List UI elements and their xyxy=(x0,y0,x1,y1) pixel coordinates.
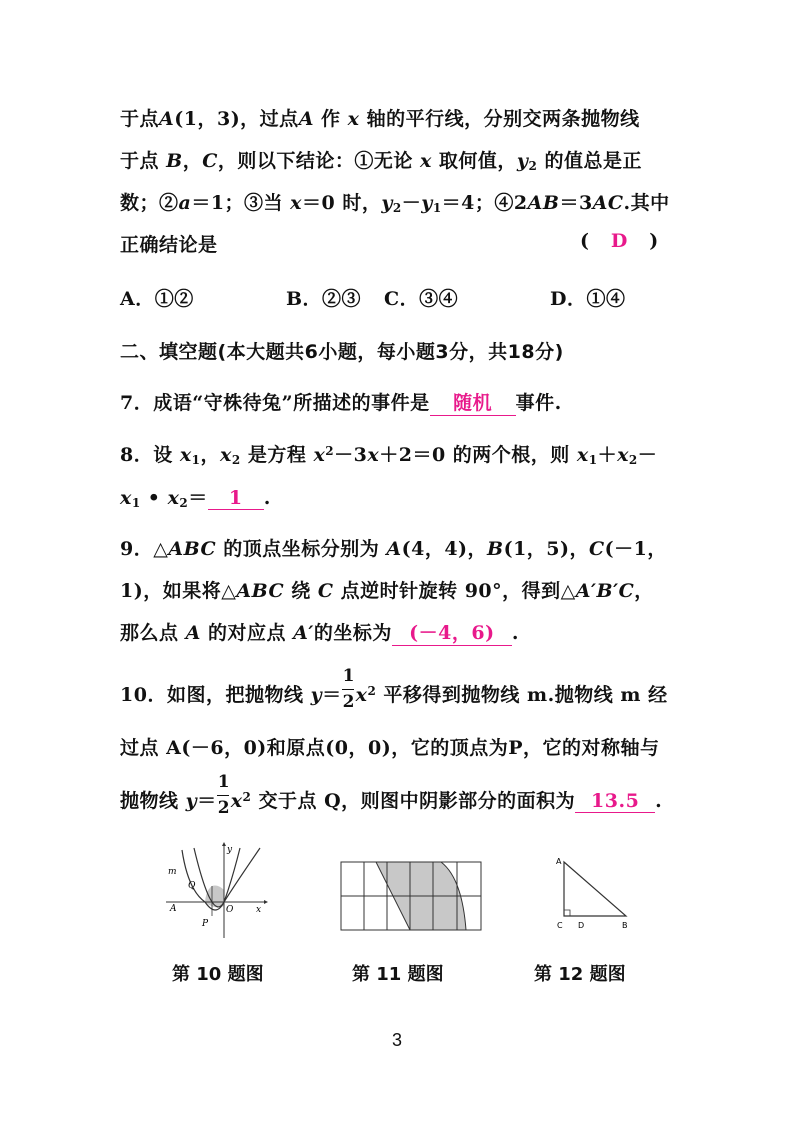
label-y: y xyxy=(227,845,233,855)
q7-tail: 事件. xyxy=(515,392,562,414)
frac-numerator: 1 xyxy=(217,772,231,792)
q8-line-1: 8．设 $x_1$，$x_2$ 是方程 $x^2-3x+2=0$ 的两个根，则 $x_1+x_2-$ xyxy=(120,444,658,467)
figure-12-triangle xyxy=(548,852,632,936)
page-number: 3 xyxy=(391,1030,402,1050)
q10-tail: . xyxy=(655,790,663,812)
q6-answer: D xyxy=(610,230,628,252)
q6-answer-paren xyxy=(580,230,659,252)
frac-denominator: 2 xyxy=(342,692,355,712)
q6-line-4 xyxy=(120,230,659,257)
q9-line-1: 9．△ABC 的顶点坐标分别为 A(4，4)，B(1，5)，C(－1， xyxy=(120,538,667,560)
option-c: C．③④ xyxy=(384,288,459,310)
label-O: O xyxy=(226,905,234,915)
q9-line-2: 1)，如果将△ABC 绕 C 点逆时针旋转 90°，得到△A′B′C， xyxy=(120,580,654,602)
q10-answer: 13.5 xyxy=(575,790,655,813)
q10-line-2: 过点 A(－6，0)和原点(0，0)，它的顶点为P，它的对称轴与 xyxy=(120,737,660,759)
label-B: B xyxy=(622,921,628,930)
label-D: D xyxy=(578,921,585,930)
q10-line-1: 10．如图，把抛物线 y＝ $\frac{1}{2}$ $x^2$ 平移得到抛物线 m.抛物线 m 经 xyxy=(120,666,668,712)
label-A: A xyxy=(556,857,562,866)
label-m: m xyxy=(168,867,177,877)
label-C: C xyxy=(557,921,563,930)
caption-figure-12: 第 12 题图 xyxy=(534,964,626,985)
figure-11-grid xyxy=(340,858,482,932)
q6-line-2: 于点 B，C，则以下结论：①无论 x 取何值，$y_2$ 的值总是正 xyxy=(120,150,642,173)
right-angle-mark xyxy=(564,910,570,916)
fraction-half-2 xyxy=(217,772,231,818)
frac-denominator: 2 xyxy=(217,798,231,818)
caption-figure-10: 第 10 题图 xyxy=(172,964,264,985)
caption-figure-11: 第 11 题图 xyxy=(352,964,444,985)
q6-line-1: 于点A(1，3)，过点A 作 x 轴的平行线，分别交两条抛物线 xyxy=(120,108,640,130)
q9-answer: (－4，6) xyxy=(392,618,512,646)
label-P: P xyxy=(202,919,209,929)
shaded-region xyxy=(205,886,224,908)
paren-open: ( xyxy=(580,230,590,252)
q6-prompt: 正确结论是 xyxy=(120,234,218,256)
parabola-y-half-x2 xyxy=(194,848,260,907)
label-A: A xyxy=(170,904,177,914)
q10-line-3: 抛物线 y＝ $\frac{1}{2}$ $x^2$ 交于点 Q，则图中阴影部分的面积为 13.5 . xyxy=(120,772,663,818)
q8-tail: . xyxy=(263,487,271,509)
option-b: B．②③ xyxy=(286,288,362,310)
q8-answer: 1 xyxy=(208,487,264,510)
label-Q: Q xyxy=(188,881,196,891)
option-a: A．①② xyxy=(120,288,194,310)
q8-line-2: $x_1$ • $x_2= 1$ . xyxy=(120,487,271,510)
triangle-abc xyxy=(564,862,626,916)
label-x: x xyxy=(256,905,262,915)
q7 xyxy=(120,388,562,416)
q7-answer: 随机 xyxy=(430,388,516,416)
q9-tail: . xyxy=(511,622,520,644)
q6-line-3: 数；②a＝1；③当 x＝0 时，$y_2-y_1=4$；④2AB＝3AC.其中 xyxy=(120,192,670,215)
frac-numerator: 1 xyxy=(342,666,355,686)
figure-10-parabolas xyxy=(160,840,280,940)
q9-line-3: 那么点 A 的对应点 A′的坐标为 (－4，6) . xyxy=(120,618,519,646)
option-d: D．①④ xyxy=(550,288,626,310)
paren-close: ) xyxy=(649,230,659,252)
q7-text: 7．成语“守株待兔”所描述的事件是 xyxy=(120,392,430,414)
section-2-title: 二、填空题(本大题共6小题，每小题3分，共18分) xyxy=(120,341,564,363)
fraction-half xyxy=(342,666,356,712)
